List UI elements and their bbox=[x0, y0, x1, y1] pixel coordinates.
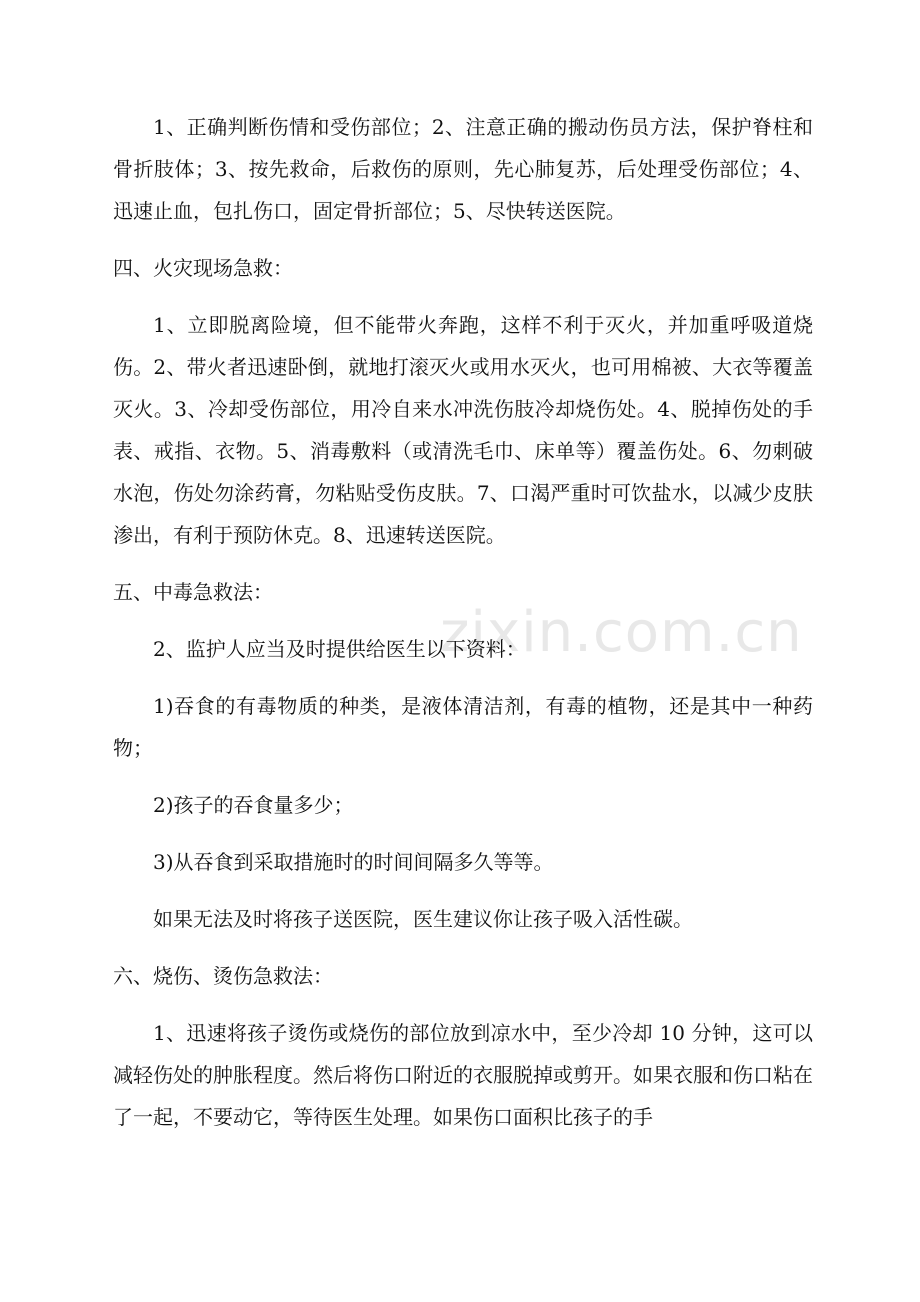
section-heading-fire-rescue: 四、火灾现场急救： bbox=[113, 256, 293, 280]
paragraph-activated-charcoal: 如果无法及时将孩子送医院，医生建议你让孩子吸入活性碳。 bbox=[153, 907, 693, 931]
section-heading-burns: 六、烧伤、烫伤急救法： bbox=[113, 964, 333, 988]
watermark-text: zixin.com.cn bbox=[440, 600, 803, 665]
paragraph-poisoning-item-2: 2)孩子的吞食量多少； bbox=[153, 793, 354, 817]
paragraph-burn-steps: 1、迅速将孩子烫伤或烧伤的部位放到凉水中，至少冷却 10 分钟，这可以减轻伤处的肿胀程度。然后将伤口附近的衣服脱掉或剪开。如果衣服和伤口粘在了一起，不要动它，等待医生处理。如果伤口面积比孩子的手 bbox=[113, 1021, 813, 1129]
paragraph-fire-rescue-steps: 1、立即脱离险境，但不能带火奔跑，这样不利于灭火，并加重呼吸道烧伤。2、带火者迅速卧倒，就地打滚灭火或用水灭火，也可用棉被、大衣等覆盖灭火。3、冷却受伤部位，用冷自来水冲洗伤肢冷却烧伤处。4、脱掉伤处的手表、戒指、衣物。5、消毒敷料（或清洗毛巾、床单等）覆盖伤处。6、勿刺破水泡，伤处勿涂药膏，勿粘贴受伤皮肤。7、口渴严重时可饮盐水，以减少皮肤渗出，有利于预防休克。8、迅速转送医院。 bbox=[113, 313, 813, 547]
paragraph-poisoning-item-3: 3)从吞食到采取措施时的时间间隔多久等等。 bbox=[153, 850, 554, 874]
paragraph-poisoning-item-1: 1)吞食的有毒物质的种类，是液体清洁剂，有毒的植物，还是其中一种药物； bbox=[113, 694, 813, 760]
section-heading-poisoning: 五、中毒急救法： bbox=[113, 580, 273, 604]
document-body bbox=[113, 106, 813, 1153]
paragraph-poisoning-info-intro: 2、监护人应当及时提供给医生以下资料： bbox=[153, 637, 526, 661]
paragraph-spinal-injury-steps: 1、正确判断伤情和受伤部位；2、注意正确的搬动伤员方法，保护脊柱和骨折肢体；3、按先救命，后救伤的原则，先心肺复苏，后处理受伤部位；4、迅速止血，包扎伤口，固定骨折部位；5、尽快转送医院。 bbox=[113, 115, 813, 223]
